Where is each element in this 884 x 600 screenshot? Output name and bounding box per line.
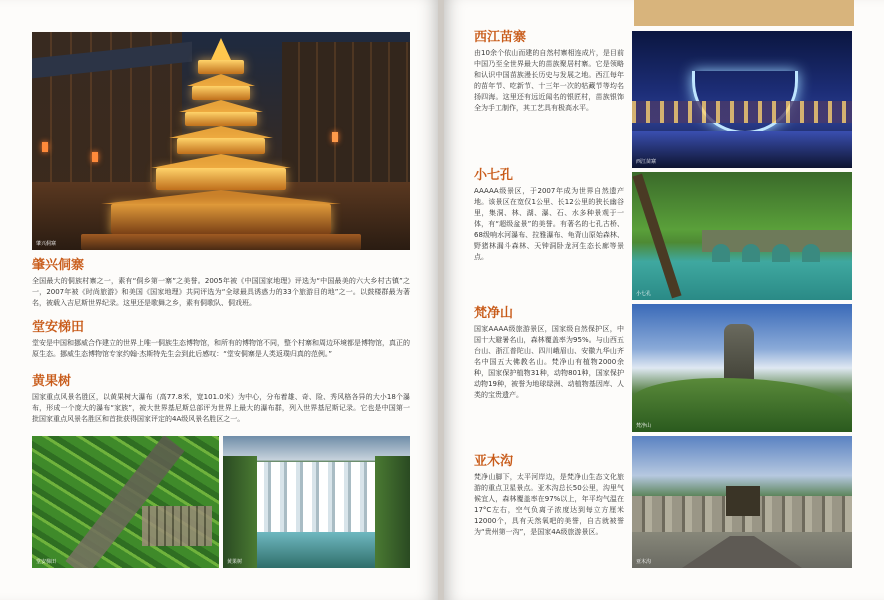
section-body: 由10余个依山而建的自然村寨相连成片，是目前中国乃至全世界最大的苗族聚居村寨。它是领略和认识中国苗族漫长历史与发展之地。西江每年的苗年节、吃新节、十三年一次的牯藏节等均名扬四海。这里还有远近闻名的银匠村，苗族银饰全为手工制作，其工艺具有极高水平。 xyxy=(474,49,624,112)
photo-caption: 梵净山 xyxy=(636,423,652,429)
right-page xyxy=(444,0,884,600)
section-body: 国家AAAA级旅游景区，国家级自然保护区，中国十大避暑名山，森林覆盖率为95%。与山西五台山、浙江普陀山、四川峨眉山、安徽九华山齐名中国五大佛教名山。梵净山有植物2000余种，国家保护植物31种，动物801种，国家保护动物19种，被誉为地球绿洲、动植物基因库、人类的宝贵遗产。 xyxy=(474,325,624,399)
photo-caption: 肇兴侗寨 xyxy=(36,241,57,247)
accent-bar xyxy=(634,0,854,26)
photo-caption: 堂安梯田 xyxy=(36,559,57,565)
xijiang-miao-village-photo xyxy=(632,31,852,168)
section-title: 亚木沟 xyxy=(474,454,514,469)
section-title: 梵净山 xyxy=(474,306,514,321)
xiaoqikong-bridge-photo xyxy=(632,172,852,300)
photo-caption: 亚木沟 xyxy=(636,559,652,565)
fanjingshan-mountain-photo xyxy=(632,304,852,432)
section-body: 国家重点风景名胜区，以黄果树大瀑布（高77.8米，宽101.0米）为中心，分布着雄、奇、险、秀风格各异的大小18个瀑布，形成一个庞大的瀑布“家族”，被大世界基尼斯总部评为世界上最大的瀑布群，列入世界基尼斯记录。它也是中国第一批国家重点风景名胜区和首批获得国家评定的4A级风景名胜区之一。 xyxy=(32,393,410,423)
photo-caption: 小七孔 xyxy=(636,291,652,297)
yamugou-gate-photo xyxy=(632,436,852,568)
photo-caption: 黄果树 xyxy=(227,559,243,565)
section-body: 全国最大的侗族村寨之一，素有“侗乡第一寨”之美誉。2005年被《中国国家地理》评选为“中国最美的六大乡村古镇”之一，2007年被《时尚旅游》和美国《国家地理》共同评选为“全球最具诱惑力的33个旅游目的地”之一。以鼓楼群最为著名，被载入吉尼斯世界纪录。这里还是歌舞之乡，素有侗歌队、侗戏班。 xyxy=(32,277,410,307)
zhaoxing-drum-tower-photo xyxy=(32,32,410,250)
photo-caption: 西江苗寨 xyxy=(636,159,657,165)
section-title: 黄果树 xyxy=(32,374,72,389)
huangguoshu-waterfall-photo xyxy=(223,436,410,568)
section-body: 梵净山脚下，太平河岸边，是梵净山生态文化旅游的重点卫星景点。亚木沟总长50公里，沟里气候宜人，森林覆盖率在97%以上，年平均气温在17°C左右，空气负离子浓度达到每立方厘米12000个，具有天然氧吧的美誉，自古就被誉为“贵州第一沟”，是国家4A级旅游景区。 xyxy=(474,473,624,536)
section-title: 堂安梯田 xyxy=(32,320,85,335)
section-title: 肇兴侗寨 xyxy=(32,258,85,273)
section-body: 堂安是中国和挪威合作建立的世界上唯一侗族生态博物馆，和所有的博物馆不同，整个村寨和周边环境都是博物馆，真正的原生态。挪威生态博物馆专家约翰·杰斯特先生会到此后感叹：“堂安侗寨是人类返璞归真的范例。” xyxy=(32,339,410,358)
section-body: AAAAA级景区，于2007年成为世界自然遗产地。该景区在宽仅1公里、长12公里的狭长幽谷里，集洞、林、湖、瀑、石、水多种景观于一体，有“超级盆景”的美誉。有著名的七孔古桥、68级响水河瀑布、拉雅瀑布、龟背山原始森林、野猪林漏斗森林、天钟洞卧龙河生态长廊等景点。 xyxy=(474,187,624,261)
tangan-terraces-photo xyxy=(32,436,219,568)
left-page xyxy=(0,0,438,600)
section-title: 小七孔 xyxy=(474,168,514,183)
section-title: 西江苗寨 xyxy=(474,30,527,45)
